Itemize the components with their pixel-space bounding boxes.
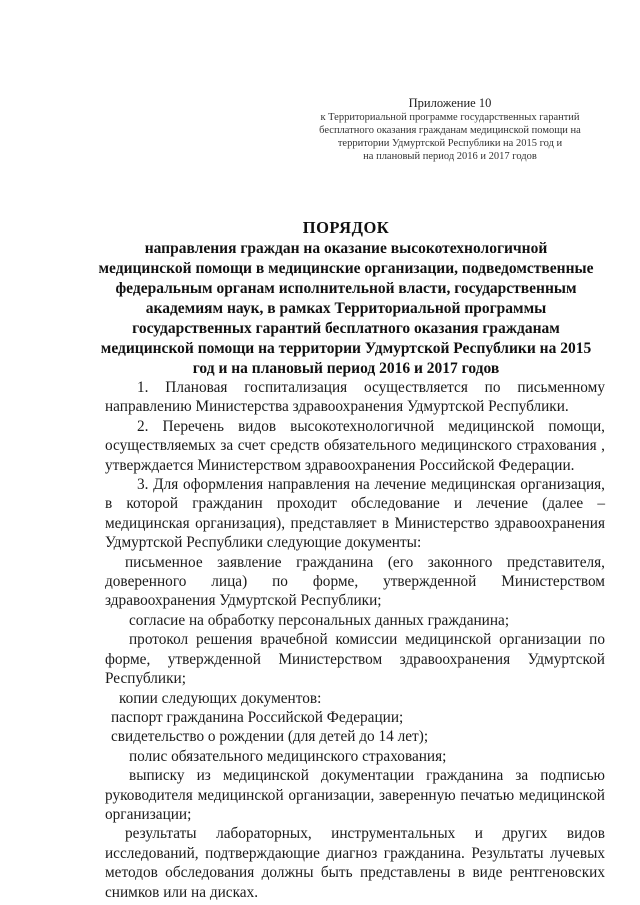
paragraph-1: 1. Плановая госпитализация осуществляется по письменному направлению Министерства здравоохранения Удмуртской Республики. — [105, 379, 605, 416]
list-item-consent: согласие на обработку персональных данных гражданина; — [129, 611, 510, 629]
list-item-copies: копии следующих документов: — [119, 689, 322, 707]
title-line: медицинской помощи на территории Удмуртской Республики на 2015 — [100, 340, 592, 357]
list-item-application: письменное заявление гражданина (его законного представителя, доверенного лица) по форме, утвержденной Министерством здравоохранения Удмуртской Республики; — [105, 553, 605, 610]
appendix-line: на плановый период 2016 и 2017 годов — [363, 151, 537, 162]
title-line: федеральным органам исполнительной власти, государственным — [115, 280, 577, 297]
list-item-medical-extract: выписку из медицинской документации гражданина за подписью руководителя медицинской организации, заверенную печатью медицинской организации; — [105, 767, 605, 823]
list-item-birth-certificate: свидетельство о рождении (для детей до 14 лет); — [111, 728, 429, 746]
title-line: направления граждан на оказание высокотехнологичной — [144, 240, 548, 257]
appendix-header — [300, 95, 600, 163]
title-line: государственных гарантий бесплатного оказания гражданам — [132, 320, 560, 337]
document-title — [96, 218, 596, 379]
appendix-line: бесплатного оказания гражданам медицинской помощи на — [319, 125, 581, 136]
paragraph-2: 2. Перечень видов высокотехнологичной медицинской помощи, осуществляемых за счет средств обязательного медицинского страхования , утверждается Министерством здравоохранения Российской Федерации. — [105, 417, 605, 474]
appendix-line: к Территориальной программе государственных гарантий — [320, 112, 580, 123]
list-item-insurance-policy: полис обязательного медицинского страхования; — [129, 747, 447, 765]
paragraph-3: 3. Для оформления направления на лечение медицинская организация, в которой гражданин проходит обследование и лечение (далее – медицинская организация), представляет в Министерство здравоохранения Удмуртской Республики следующие документы: — [105, 476, 605, 552]
appendix-line: территории Удмуртской Республики на 2015 год и — [337, 138, 563, 149]
list-item-protocol: протокол решения врачебной комиссии медицинской организации по форме, утвержденной Министерством здравоохранения Удмуртской Республики; — [105, 631, 605, 688]
list-item-passport: паспорт гражданина Российской Федерации; — [111, 708, 404, 726]
title-line: академиям наук, в рамках Территориальной программы — [145, 300, 547, 317]
title-line: медицинской помощи в медицинские организации, подведомственные — [98, 260, 594, 277]
document-body — [105, 378, 605, 902]
title-heading: ПОРЯДОК — [302, 218, 390, 237]
list-item-test-results: результаты лабораторных, инструментальных и других видов исследований, подтверждающие диагноз гражданина. Результаты лучевых методов обследования должны быть представлены в виде рентгеновских снимков или на дисках. — [105, 825, 605, 901]
title-line: год и на плановый период 2016 и 2017 годов — [192, 360, 500, 377]
appendix-number: Приложение 10 — [408, 96, 492, 110]
